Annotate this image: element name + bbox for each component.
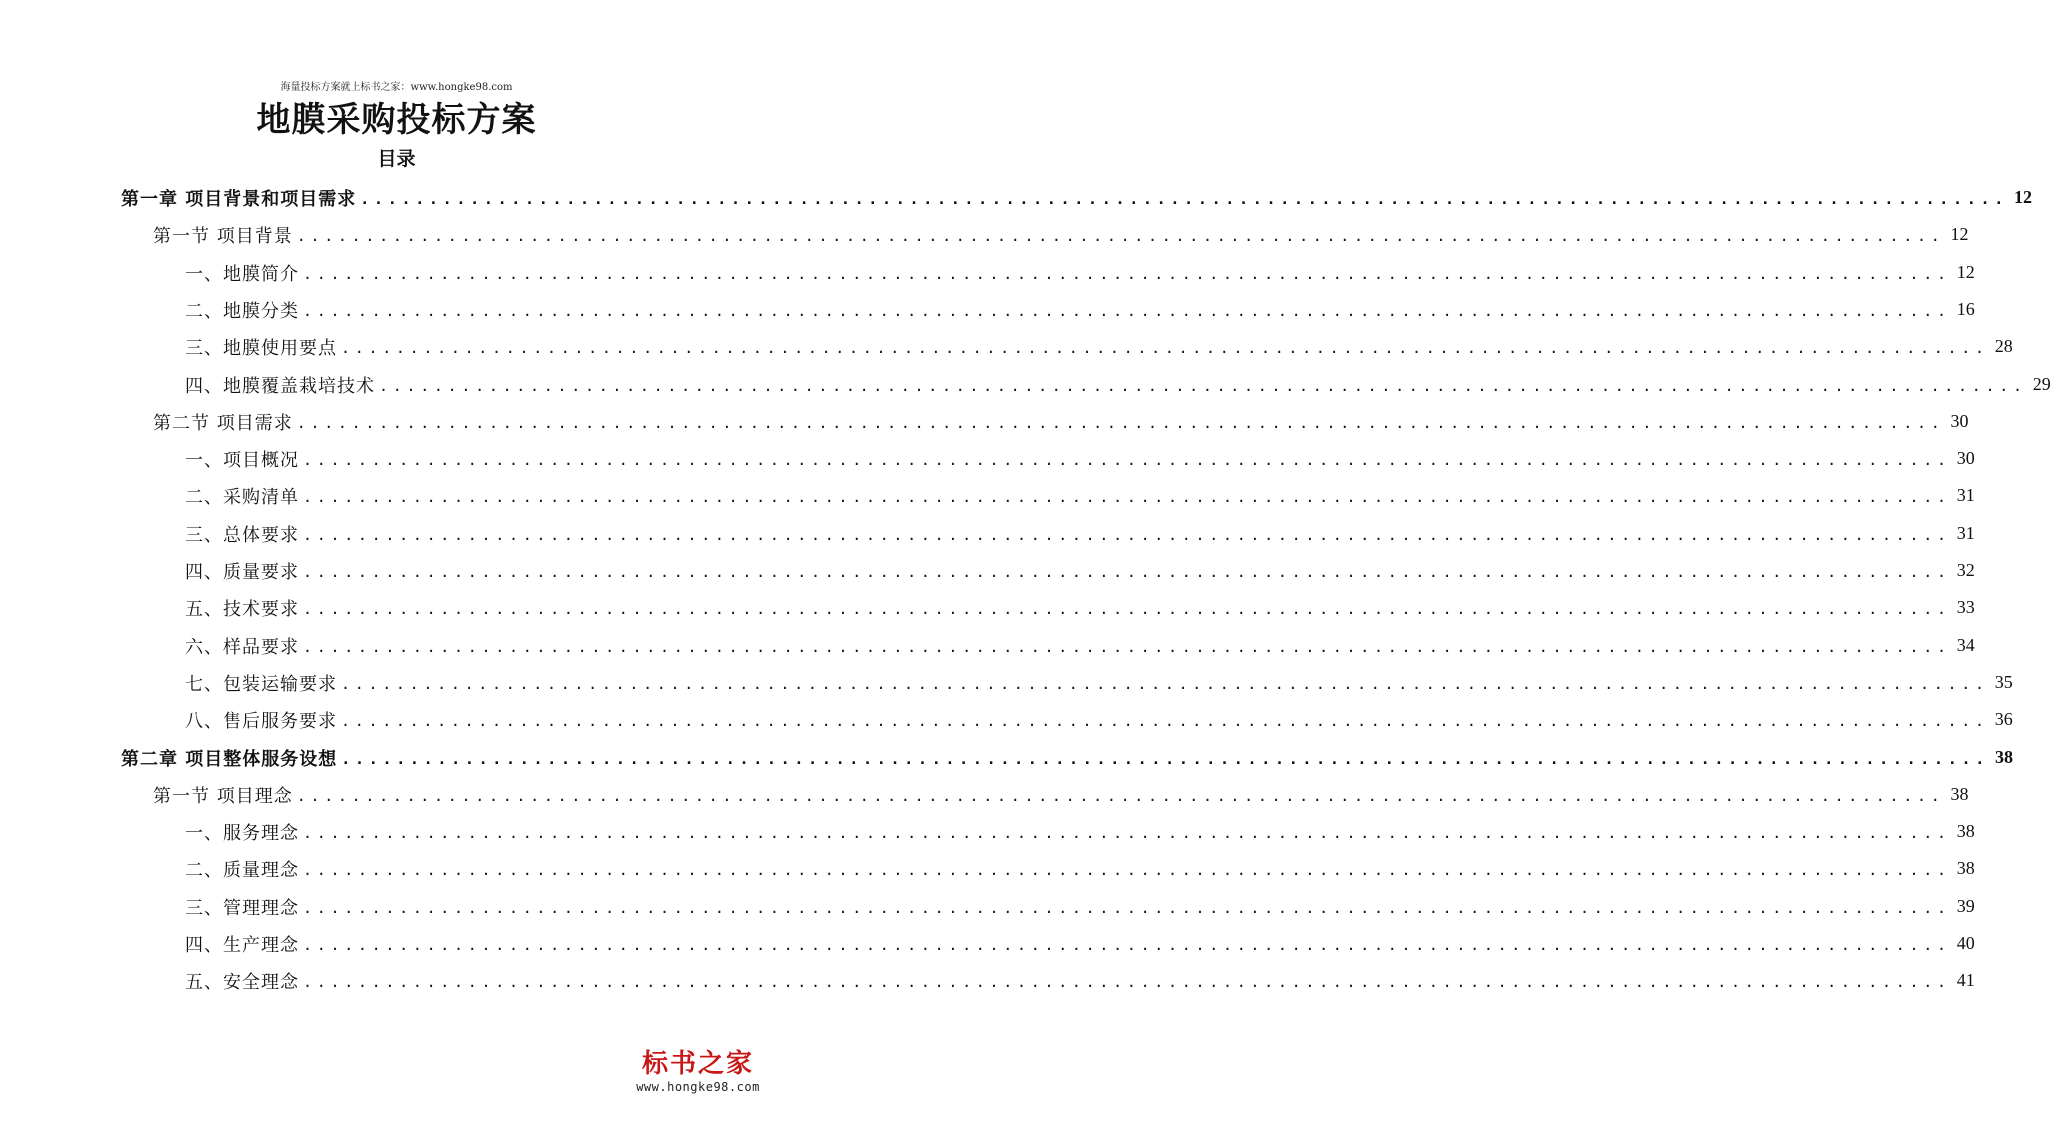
- toc-entry[interactable]: [153, 403, 1969, 440]
- toc-entry-page-number: 36: [1994, 709, 2013, 729]
- toc-dot-leader: ........................................................................................................................: [341, 675, 1989, 693]
- toc-entry[interactable]: [185, 440, 1975, 477]
- toc-heading: 目录: [377, 148, 416, 170]
- toc-entry-page-number: 28: [1994, 336, 2013, 356]
- toc-entry-label: 二、采购清单: [185, 486, 299, 508]
- toc-entry[interactable]: [153, 776, 1969, 813]
- toc-dot-leader: ........................................................................................................................: [341, 712, 1989, 730]
- toc-entry-label: 一、地膜简介: [185, 263, 299, 285]
- toc-entry[interactable]: [185, 291, 1975, 328]
- toc-entry-page-number: 35: [1994, 672, 2013, 692]
- toc-entry[interactable]: [185, 589, 1975, 626]
- toc-entry-page-number: 12: [1950, 224, 1969, 244]
- toc-entry[interactable]: [185, 254, 1975, 291]
- header-note: 海量投标方案就上标书之家：www.hongke98.com: [280, 82, 513, 93]
- toc-entry-page-number: 12: [2013, 187, 2032, 207]
- toc-entry-label: 第二章 项目整体服务设想: [121, 748, 338, 770]
- toc-entry[interactable]: [185, 515, 1975, 552]
- toc-entry-label: 第二节 项目需求: [153, 412, 293, 434]
- toc-entry-page-number: 30: [1950, 411, 1969, 431]
- toc-dot-leader: ........................................................................................................................: [341, 750, 1989, 768]
- toc-entry[interactable]: [185, 477, 1975, 514]
- toc-entry-label: 二、质量理念: [185, 859, 299, 881]
- toc-entry[interactable]: [185, 813, 1975, 850]
- toc-entry-label: 四、生产理念: [185, 934, 299, 956]
- toc-dot-leader: ........................................................................................................................: [303, 936, 1951, 954]
- toc-dot-leader: ........................................................................................................................: [296, 787, 1945, 805]
- toc-entry[interactable]: [185, 627, 1975, 664]
- toc-entry-page-number: 38: [1956, 858, 1975, 878]
- toc-entry-page-number: 16: [1956, 299, 1975, 319]
- toc-entry-page-number: 31: [1956, 523, 1975, 543]
- toc-entry-page-number: 39: [1956, 896, 1975, 916]
- toc-entry[interactable]: [185, 701, 2013, 738]
- toc-entry[interactable]: [185, 366, 2051, 403]
- toc-entry-label: 三、总体要求: [185, 524, 299, 546]
- toc-entry-label: 七、包装运输要求: [185, 673, 337, 695]
- toc-entry[interactable]: [121, 739, 2013, 776]
- toc-dot-leader: ........................................................................................................................: [379, 377, 2027, 395]
- toc-entry-label: 一、项目概况: [185, 449, 299, 471]
- toc-entry-page-number: 32: [1956, 560, 1975, 580]
- toc-entry-page-number: 31: [1956, 485, 1975, 505]
- toc-entry-page-number: 38: [1956, 821, 1975, 841]
- toc-entry[interactable]: [153, 216, 1969, 253]
- toc-dot-leader: ........................................................................................................................: [303, 451, 1951, 469]
- toc-entry-page-number: 12: [1956, 262, 1975, 282]
- toc-entry-page-number: 38: [1950, 784, 1969, 804]
- toc-entry-label: 第一节 项目背景: [153, 225, 293, 247]
- toc-dot-leader: ........................................................................................................................: [303, 824, 1951, 842]
- toc-dot-leader: ........................................................................................................................: [341, 339, 1989, 357]
- logo-url: www.hongke98.com: [636, 1080, 760, 1094]
- toc-entry-label: 四、地膜覆盖栽培技术: [185, 375, 375, 397]
- toc-dot-leader: ........................................................................................................................: [303, 488, 1951, 506]
- logo-mark: 标书之家: [641, 1049, 754, 1079]
- toc-dot-leader: ........................................................................................................................: [303, 600, 1951, 618]
- toc-dot-leader: ........................................................................................................................: [303, 563, 1951, 581]
- toc-dot-leader: ........................................................................................................................: [303, 973, 1951, 991]
- toc-dot-leader: ........................................................................................................................: [303, 302, 1951, 320]
- toc-entry[interactable]: [185, 552, 1975, 589]
- toc-entry-page-number: 41: [1956, 970, 1975, 990]
- toc-entry-page-number: 38: [1994, 747, 2013, 767]
- toc-dot-leader: ........................................................................................................................: [303, 899, 1951, 917]
- toc-dot-leader: ........................................................................................................................: [303, 526, 1951, 544]
- toc-entry-label: 六、样品要求: [185, 636, 299, 658]
- toc-entry-label: 四、质量要求: [185, 561, 299, 583]
- toc-entry-label: 八、售后服务要求: [185, 710, 337, 732]
- toc-entry-label: 一、服务理念: [185, 822, 299, 844]
- toc-dot-leader: ........................................................................................................................: [296, 227, 1945, 245]
- toc-dot-leader: ........................................................................................................................: [360, 190, 2008, 208]
- toc-entry[interactable]: [121, 179, 2032, 216]
- toc-entry[interactable]: [185, 925, 1975, 962]
- toc-entry-page-number: 34: [1956, 635, 1975, 655]
- toc-entry-label: 第一章 项目背景和项目需求: [121, 188, 357, 210]
- toc-entry[interactable]: [185, 850, 1975, 887]
- toc-entry-label: 三、管理理念: [185, 897, 299, 919]
- toc-dot-leader: ........................................................................................................................: [296, 414, 1945, 432]
- document-title: 地膜采购投标方案: [256, 100, 537, 140]
- toc-entry[interactable]: [185, 664, 2013, 701]
- brand-logo: [623, 1048, 773, 1094]
- toc-entry-label: 五、技术要求: [185, 598, 299, 620]
- toc-dot-leader: ........................................................................................................................: [303, 265, 1951, 283]
- toc-entry-label: 二、地膜分类: [185, 300, 299, 322]
- toc-entry[interactable]: [185, 888, 1975, 925]
- toc-entry[interactable]: [185, 328, 2013, 365]
- toc-dot-leader: ........................................................................................................................: [303, 861, 1951, 879]
- toc-entry-label: 三、地膜使用要点: [185, 337, 337, 359]
- toc-entry-label: 五、安全理念: [185, 971, 299, 993]
- toc-dot-leader: ........................................................................................................................: [303, 638, 1951, 656]
- toc-entry[interactable]: [185, 962, 1975, 999]
- toc-entry-label: 第一节 项目理念: [153, 785, 293, 807]
- toc-entry-page-number: 33: [1956, 597, 1975, 617]
- toc-entry-page-number: 30: [1956, 448, 1975, 468]
- toc-entry-page-number: 40: [1956, 933, 1975, 953]
- toc-entry-page-number: 29: [2032, 374, 2051, 394]
